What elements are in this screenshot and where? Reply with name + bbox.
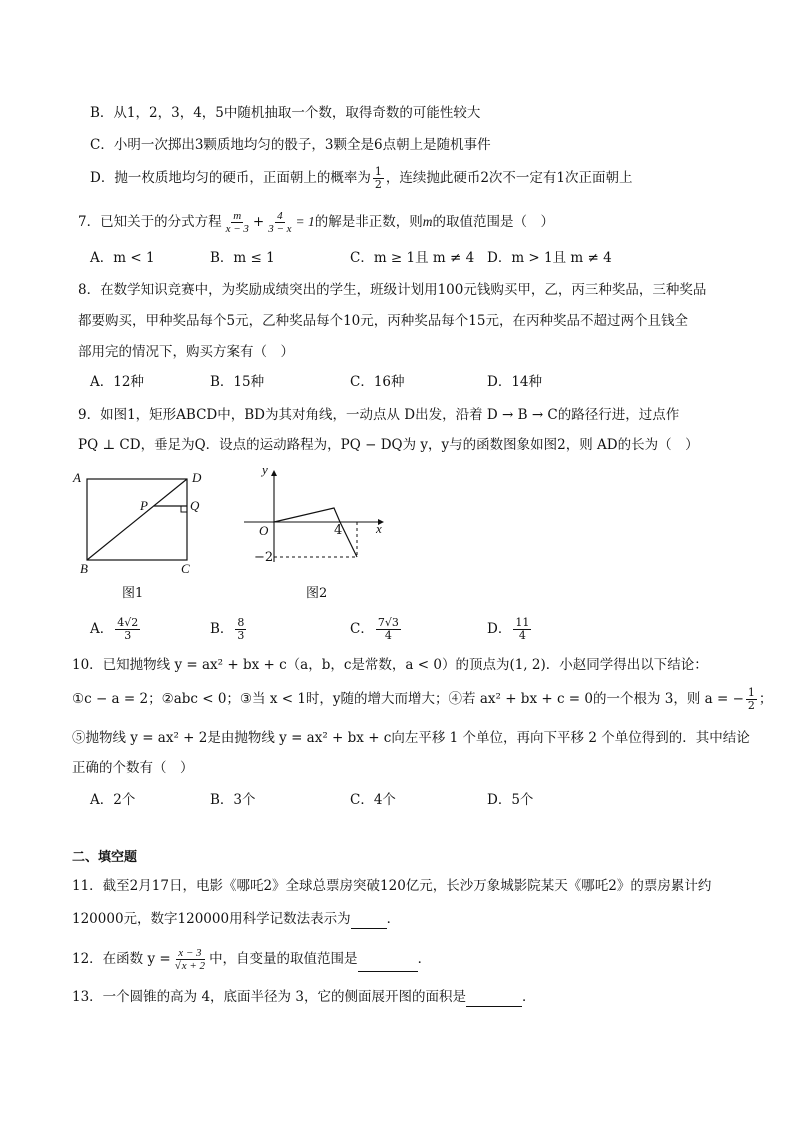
q8-option-c: C．16种 — [350, 374, 405, 390]
q12-den-wrap: √x + 2 — [174, 960, 206, 972]
q11-line-1: 11．截至2月17日，电影《哪吒2》全球总票房突破120亿元，长沙万象城影院某天《哪吒2》的票房累计约 — [72, 878, 712, 894]
q7-post: 的解是非正数，则 — [314, 214, 423, 230]
q8-option-b: B．15种 — [210, 374, 265, 390]
fig1-label-c: C — [181, 561, 190, 576]
q6-option-c: C．小明一次掷出3颗质地均匀的骰子，3颗全是6点朝上是随机事件 — [90, 137, 491, 153]
fig1-label-q: Q — [190, 498, 200, 513]
q12-end: ． — [417, 951, 432, 967]
q11-answer-blank[interactable] — [351, 914, 387, 929]
fig2-label-x: x — [376, 521, 382, 536]
q9-option-d — [487, 617, 533, 642]
q10-line-4: 正确的个数有（ ） — [72, 760, 194, 776]
q10-line-2-post: ； — [758, 691, 773, 707]
q6-option-b: B．从1，2，3，4，5中随机抽取一个数，取得奇数的可能性较大 — [90, 105, 481, 121]
q13-line — [72, 987, 535, 1007]
q7-fraction-2 — [266, 210, 293, 235]
q11-line-2-end: ． — [386, 911, 401, 927]
q9-c-prefix: C． — [350, 621, 374, 637]
figure-2-caption: 图2 — [306, 586, 328, 601]
function-curve — [274, 508, 357, 557]
q12-post: 中，自变量的取值范围是 — [209, 951, 358, 967]
q9-a-prefix: A． — [90, 621, 114, 637]
q8-option-d: D．14种 — [487, 374, 543, 390]
q12-answer-blank[interactable] — [358, 957, 418, 972]
q10-line-2 — [72, 687, 772, 712]
fig2-label-4: 4 — [334, 523, 343, 538]
y-axis-arrow-icon — [271, 470, 277, 476]
q9-d-fraction — [513, 617, 531, 642]
q7-option-d: D．m > 1且 m ≠ 4 — [487, 250, 612, 266]
q9-c-den: 4 — [384, 629, 392, 642]
q10-line-1: 10．已知抛物线 y = ax² + bx + c（a，b，c是常数，a < 0）的顶点为(1, 2)．小赵同学得出以下结论： — [72, 657, 708, 673]
figure-1-caption: 图1 — [122, 586, 144, 601]
q7-f1-num: m — [233, 210, 242, 222]
q9-d-den: 4 — [518, 629, 526, 642]
q9-option-c — [350, 617, 403, 642]
q9-line-1: 9．如图1，矩形ABCD中，BD为其对角线，一动点从 D出发，沿着 D → B → C的路径行进，过点作 — [78, 407, 680, 423]
fig1-label-p: P — [140, 498, 148, 513]
q9-c-fraction — [376, 617, 401, 642]
q9-b-fraction — [235, 617, 246, 642]
q6-d-post: ，连续抛此硬币2次不一定有1次正面朝上 — [385, 170, 633, 186]
q10-option-c: C．4个 — [350, 792, 396, 808]
q6-d-pre: D．抛一枚质地均匀的硬币，正面朝上的概率为 — [90, 170, 371, 186]
q6-d-num: 1 — [374, 165, 382, 178]
q7-f2-den: 3 − x — [268, 223, 292, 235]
fig2-label-y: y — [262, 462, 268, 477]
q7-eq: = 1 — [295, 214, 315, 229]
q7-pre: 7．已知关于的分式方程 — [78, 214, 222, 230]
q12-fraction — [173, 947, 207, 972]
q10-line-2-pre: ①c − a = 2；②abc < 0；③当 x < 1时，y随的增大而增大；④若 ax² + bx + c = 0的一个根为 3，则 a = − — [72, 691, 744, 707]
q9-d-prefix: D． — [487, 621, 512, 637]
section-fill-in-title: 二、填空题 — [72, 850, 138, 865]
q7-var: m — [422, 214, 433, 229]
q7-option-b: B．m ≤ 1 — [210, 250, 275, 266]
q9-line-2: PQ ⊥ CD，垂足为Q．设点的运动路程为，PQ − DQ为 y，y与的函数图象如图2，则 AD的长为（ ） — [78, 437, 699, 453]
q9-a-den: 3 — [124, 629, 132, 642]
q7-f2-num: 4 — [277, 210, 283, 222]
q8-option-a: A．12种 — [90, 374, 144, 390]
fig2-label-o: O — [259, 523, 269, 538]
q8-line-3: 部用完的情况下，购买方案有（ ） — [78, 344, 294, 360]
q7-stem — [78, 210, 554, 235]
q9-b-prefix: B． — [210, 621, 234, 637]
q9-option-a — [90, 617, 142, 642]
q10-option-a: A．2个 — [90, 792, 136, 808]
fig1-label-d: D — [192, 470, 202, 485]
q12-line — [72, 947, 431, 972]
fig1-label-b: B — [80, 561, 88, 576]
q7-f1-den: x − 3 — [225, 223, 249, 235]
q13-end: ． — [521, 989, 536, 1005]
q8-line-2: 都要购买，甲种奖品每个5元，乙种奖品每个10元，丙种奖品每个15元，在丙种奖品不超过两个且钱全 — [78, 313, 688, 329]
q13-text: 13．一个圆锥的高为 4，底面半径为 3，它的侧面展开图的面积是 — [72, 989, 466, 1005]
q11-line-2 — [72, 909, 400, 929]
right-angle-mark — [181, 506, 187, 512]
q7-option-a: A．m < 1 — [90, 250, 155, 266]
q9-a-fraction — [115, 617, 140, 642]
q10-num: 1 — [747, 686, 755, 699]
q9-b-num: 8 — [237, 616, 245, 629]
q7-plus: + — [252, 214, 265, 230]
q6-d-den: 2 — [374, 178, 382, 191]
q10-den: 2 — [747, 699, 755, 712]
q10-option-b: B．3个 — [210, 792, 256, 808]
fig2-label-neg2: −2 — [254, 550, 274, 565]
q6-d-fraction — [373, 166, 384, 191]
q9-option-b — [210, 617, 248, 642]
q6-option-d — [90, 166, 633, 191]
q9-a-num: 4√2 — [117, 616, 139, 629]
fig1-label-a: A — [73, 470, 81, 485]
diagonal-bd — [87, 479, 187, 560]
q12-num: x − 3 — [178, 947, 202, 959]
q11-line-2-text: 120000元，数字120000用科学记数法表示为 — [72, 911, 351, 927]
q7-post2: 的取值范围是（ ） — [432, 214, 555, 230]
q8-line-1: 8．在数学知识竞赛中，为奖励成绩突出的学生，班级计划用100元钱购买甲，乙，丙三种奖品，三种奖品 — [78, 282, 707, 298]
q9-d-num: 11 — [515, 616, 530, 629]
q12-pre: 12．在函数 y = — [72, 951, 171, 967]
q12-den: x + 2 — [181, 960, 206, 972]
q7-option-c: C．m ≥ 1且 m ≠ 4 — [350, 250, 475, 266]
q9-c-num: 7√3 — [377, 616, 399, 629]
q10-fraction — [746, 687, 757, 712]
q13-answer-blank[interactable] — [466, 992, 522, 1007]
q9-b-den: 3 — [237, 629, 245, 642]
q10-option-d: D．5个 — [487, 792, 534, 808]
q10-line-3: ⑤抛物线 y = ax² + 2是由抛物线 y = ax² + bx + c向左平移 1 个单位，再向下平移 2 个单位得到的．其中结论 — [72, 730, 750, 746]
q7-fraction-1 — [224, 210, 251, 235]
